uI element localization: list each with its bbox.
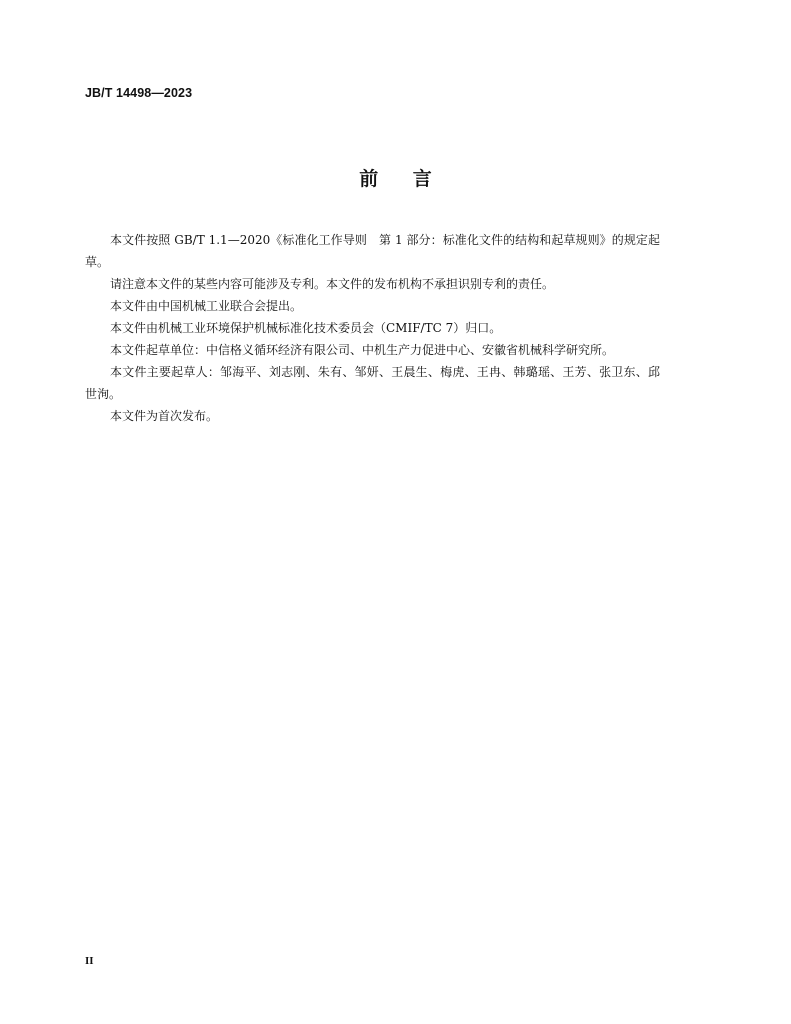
foreword-body <box>85 229 660 427</box>
paragraph-drafting-organizations: 本文件起草单位：中信格义循环经济有限公司、中机生产力促进中心、安徽省机械科学研究所。 <box>110 343 615 357</box>
page-number: II <box>85 955 94 967</box>
paragraph-first-release: 本文件为首次发布。 <box>110 409 219 423</box>
page-title: 前 言 <box>359 168 432 190</box>
paragraph-patent-notice: 请注意本文件的某些内容可能涉及专利。本文件的发布机构不承担识别专利的责任。 <box>110 277 555 291</box>
paragraph-technical-committee: 本文件由机械工业环境保护机械标准化技术委员会（CMIF/TC 7）归口。 <box>110 321 502 335</box>
paragraph-drafting-rules: 本文件按照 GB/T 1.1—2020《标准化工作导则 第 1 部分：标准化文件的结构和起草规则》的规定起草。 <box>85 233 660 269</box>
paragraph-main-drafters: 本文件主要起草人：邹海平、刘志刚、朱有、邹妍、王晨生、梅虎、王冉、韩璐瑶、王芳、张卫东、邱世洵。 <box>85 365 660 401</box>
standard-code-header: JB/T 14498—2023 <box>85 86 193 100</box>
paragraph-proposer: 本文件由中国机械工业联合会提出。 <box>110 299 303 313</box>
